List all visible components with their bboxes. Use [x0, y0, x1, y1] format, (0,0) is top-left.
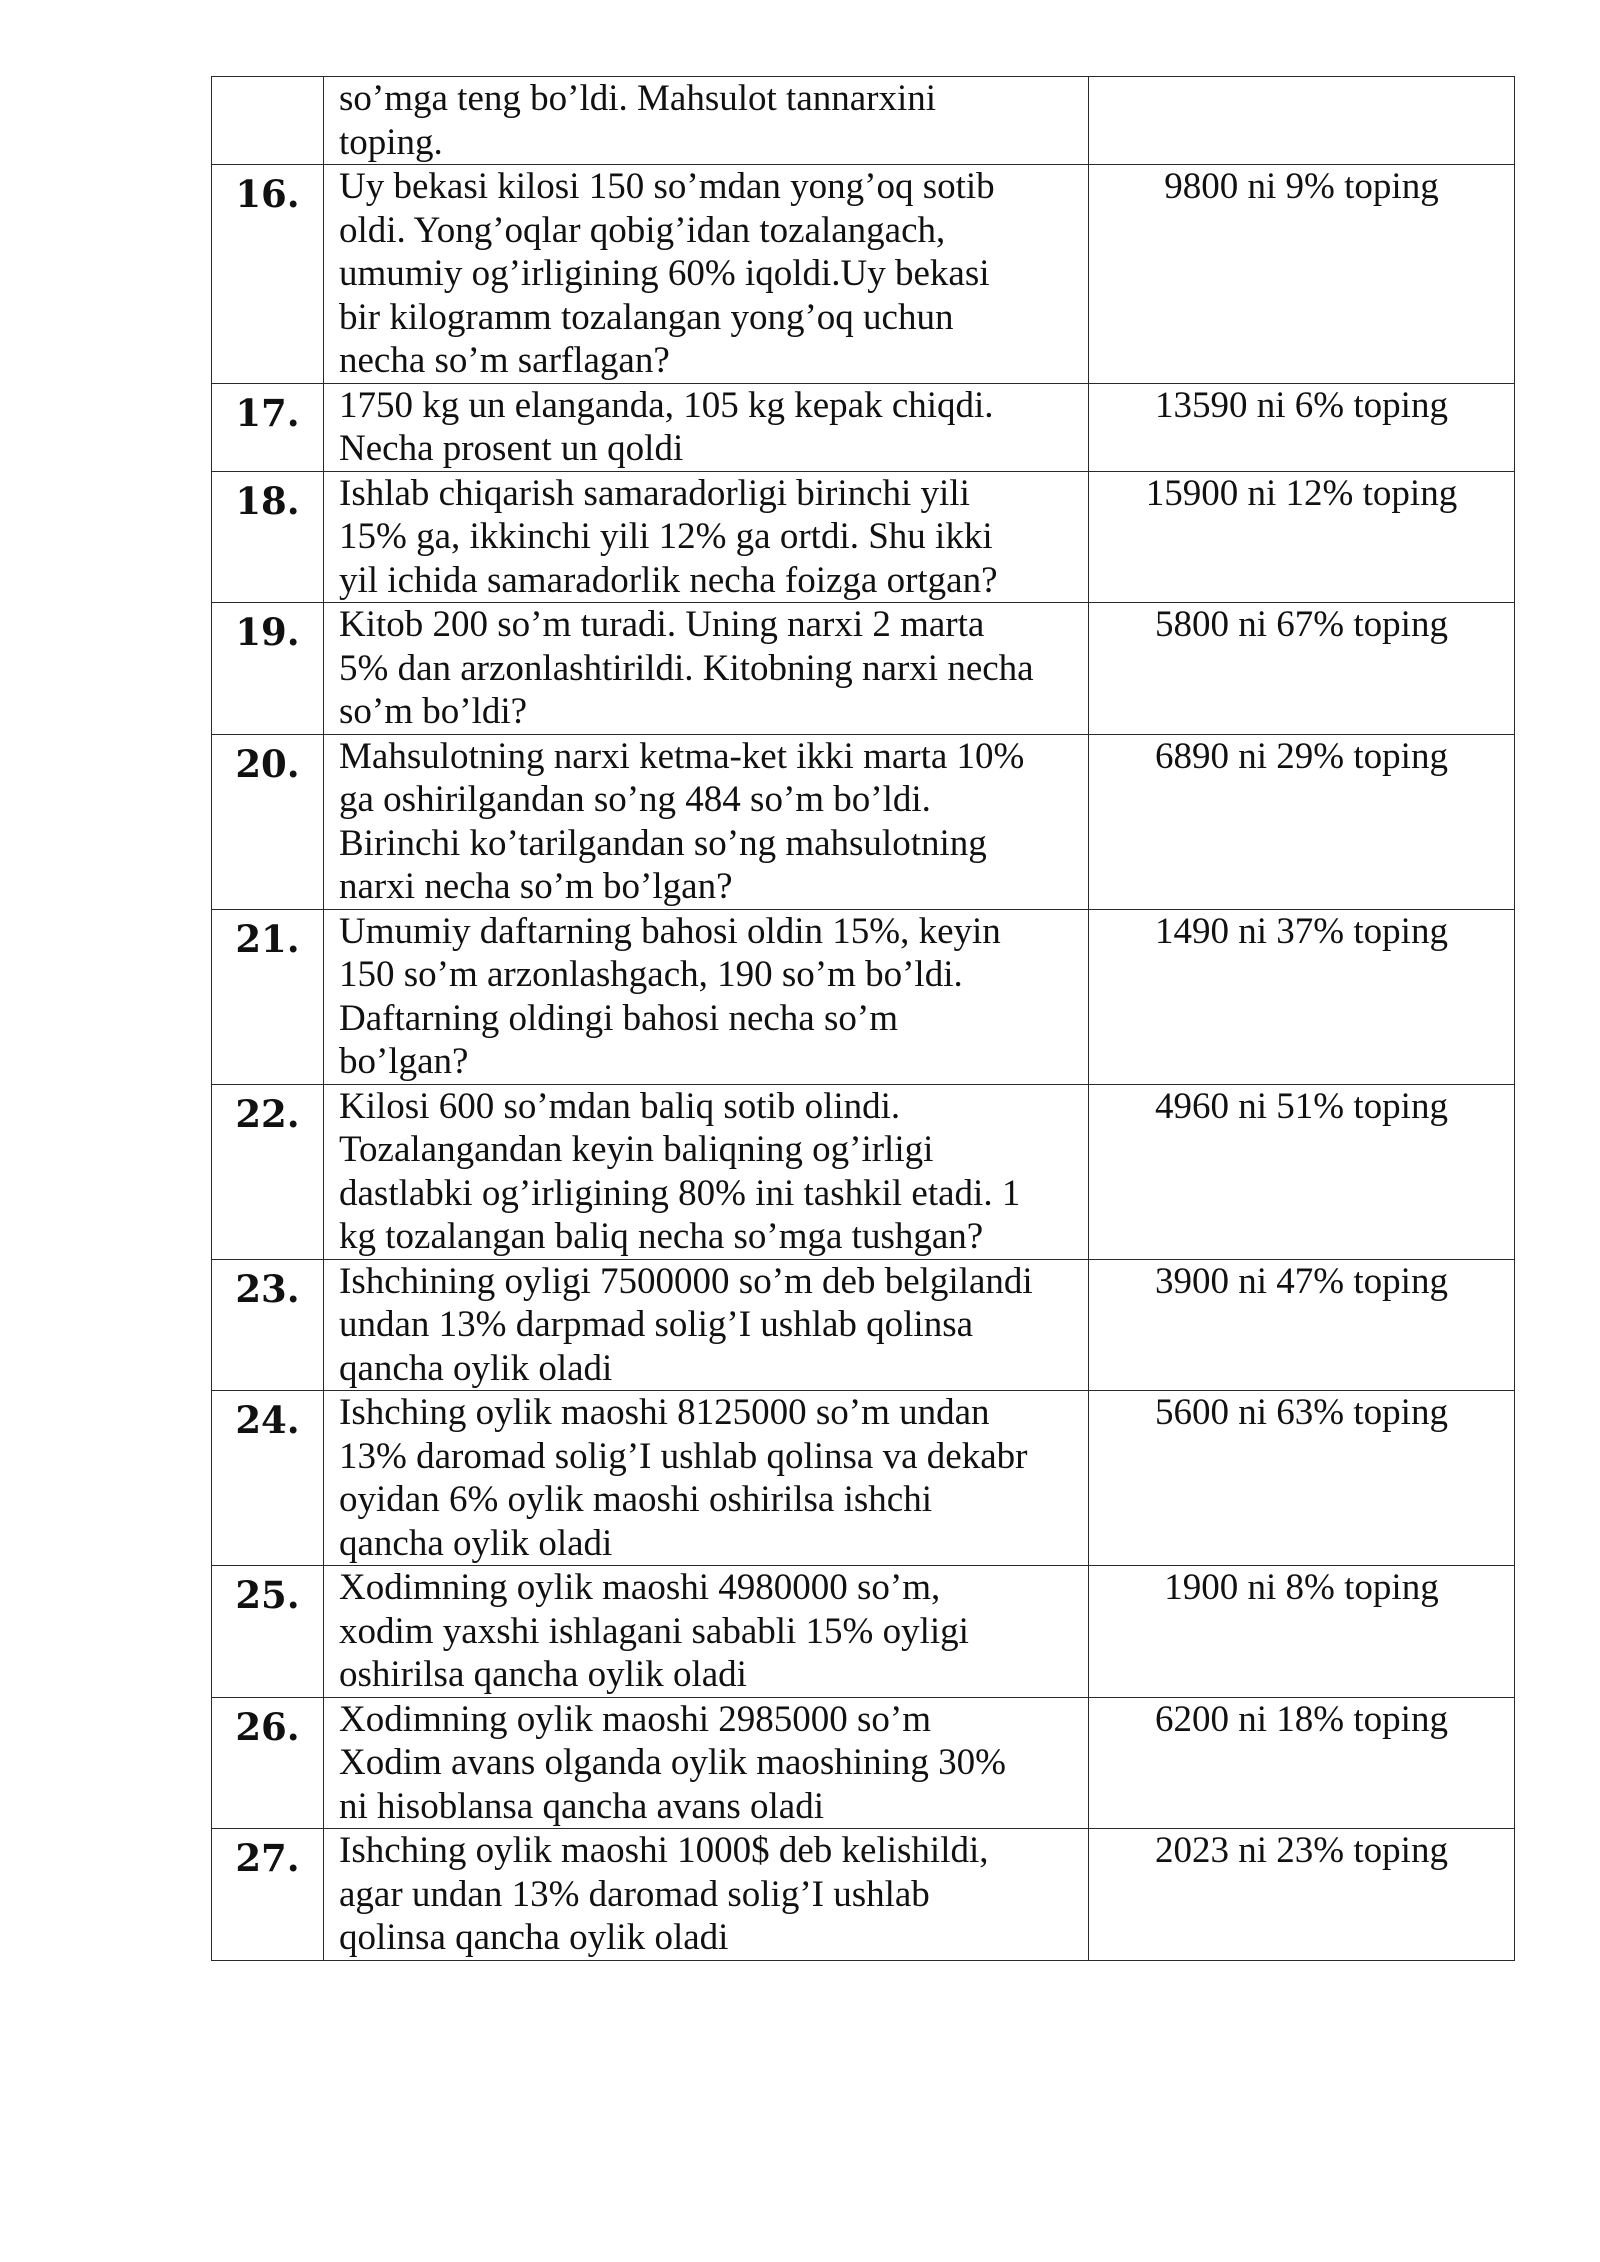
problem-number: 21. [212, 909, 324, 1084]
problem-text: Umumiy daftarning bahosi oldin 15%, keyin 150 so’m arzonlashgach, 190 so’m bo’ldi. Daftarning oldingi bahosi necha so’m bo’lgan? [324, 909, 1089, 1084]
problem-number: 23. [212, 1259, 324, 1391]
problem-number: 26. [212, 1697, 324, 1829]
problem-text: 1750 kg un elanganda, 105 kg kepak chiqdi. Necha prosent un qoldi [324, 383, 1089, 471]
problems-table-body [212, 77, 1515, 1961]
problem-number: 19. [212, 603, 324, 735]
percent-task: 2023 ni 23% toping [1089, 1829, 1515, 1961]
problem-text: Ishchining oyligi 7500000 so’m deb belgilandi undan 13% darpmad solig’I ushlab qolinsa qancha oylik oladi [324, 1259, 1089, 1391]
table-row [212, 1829, 1515, 1961]
percent-task: 1900 ni 8% toping [1089, 1566, 1515, 1698]
table-row [212, 1391, 1515, 1566]
percent-task: 5600 ni 63% toping [1089, 1391, 1515, 1566]
problem-number: 20. [212, 734, 324, 909]
table-row [212, 1566, 1515, 1698]
percent-task: 9800 ni 9% toping [1089, 165, 1515, 384]
percent-task: 6200 ni 18% toping [1089, 1697, 1515, 1829]
table-row [212, 734, 1515, 909]
problem-text: Ishlab chiqarish samaradorligi birinchi yili 15% ga, ikkinchi yili 12% ga ortdi. Shu ikki yil ichida samaradorlik necha foizga ortgan? [324, 471, 1089, 603]
problem-number: 25. [212, 1566, 324, 1698]
table-row [212, 1084, 1515, 1259]
problem-text: so’mga teng bo’ldi. Mahsulot tannarxini toping. [324, 77, 1089, 165]
percent-task [1089, 77, 1515, 165]
problems-table [211, 76, 1515, 1961]
problem-number: 18. [212, 471, 324, 603]
problem-text: Xodimning oylik maoshi 2985000 so’m Xodim avans olganda oylik maoshining 30% ni hisoblansa qancha avans oladi [324, 1697, 1089, 1829]
percent-task: 3900 ni 47% toping [1089, 1259, 1515, 1391]
problem-number: 16. [212, 165, 324, 384]
problem-number: 17. [212, 383, 324, 471]
problem-text: Uy bekasi kilosi 150 so’mdan yong’oq sotib oldi. Yong’oqlar qobig’idan tozalangach, umumiy og’irligining 60% iqoldi.Uy bekasi bir kilogramm tozalangan yong’oq uchun necha so’m sarflagan? [324, 165, 1089, 384]
table-row [212, 77, 1515, 165]
problem-number [212, 77, 324, 165]
problem-number: 22. [212, 1084, 324, 1259]
problem-text: Ishching oylik maoshi 8125000 so’m undan 13% daromad solig’I ushlab qolinsa va dekabr oyidan 6% oylik maoshi oshirilsa ishchi qancha oylik oladi [324, 1391, 1089, 1566]
problem-text: Mahsulotning narxi ketma-ket ikki marta 10% ga oshirilgandan so’ng 484 so’m bo’ldi. Birinchi ko’tarilgandan so’ng mahsulotning narxi necha so’m bo’lgan? [324, 734, 1089, 909]
problem-text: Ishching oylik maoshi 1000$ deb kelishildi, agar undan 13% daromad solig’I ushlab qolinsa qancha oylik oladi [324, 1829, 1089, 1961]
problem-number: 24. [212, 1391, 324, 1566]
problem-text: Kitob 200 so’m turadi. Uning narxi 2 marta 5% dan arzonlashtirildi. Kitobning narxi necha so’m bo’ldi? [324, 603, 1089, 735]
table-row [212, 471, 1515, 603]
table-row [212, 1697, 1515, 1829]
percent-task: 5800 ni 67% toping [1089, 603, 1515, 735]
table-row [212, 603, 1515, 735]
table-row [212, 165, 1515, 384]
problem-text: Xodimning oylik maoshi 4980000 so’m, xodim yaxshi ishlagani sababli 15% oyligi oshirilsa qancha oylik oladi [324, 1566, 1089, 1698]
table-row [212, 383, 1515, 471]
table-row [212, 1259, 1515, 1391]
problem-number: 27. [212, 1829, 324, 1961]
percent-task: 13590 ni 6% toping [1089, 383, 1515, 471]
percent-task: 6890 ni 29% toping [1089, 734, 1515, 909]
table-row [212, 909, 1515, 1084]
percent-task: 4960 ni 51% toping [1089, 1084, 1515, 1259]
percent-task: 15900 ni 12% toping [1089, 471, 1515, 603]
problem-text: Kilosi 600 so’mdan baliq sotib olindi. Tozalangandan keyin baliqning og’irligi dastlabki og’irligining 80% ini tashkil etadi. 1 kg tozalangan baliq necha so’mga tushgan? [324, 1084, 1089, 1259]
percent-task: 1490 ni 37% toping [1089, 909, 1515, 1084]
